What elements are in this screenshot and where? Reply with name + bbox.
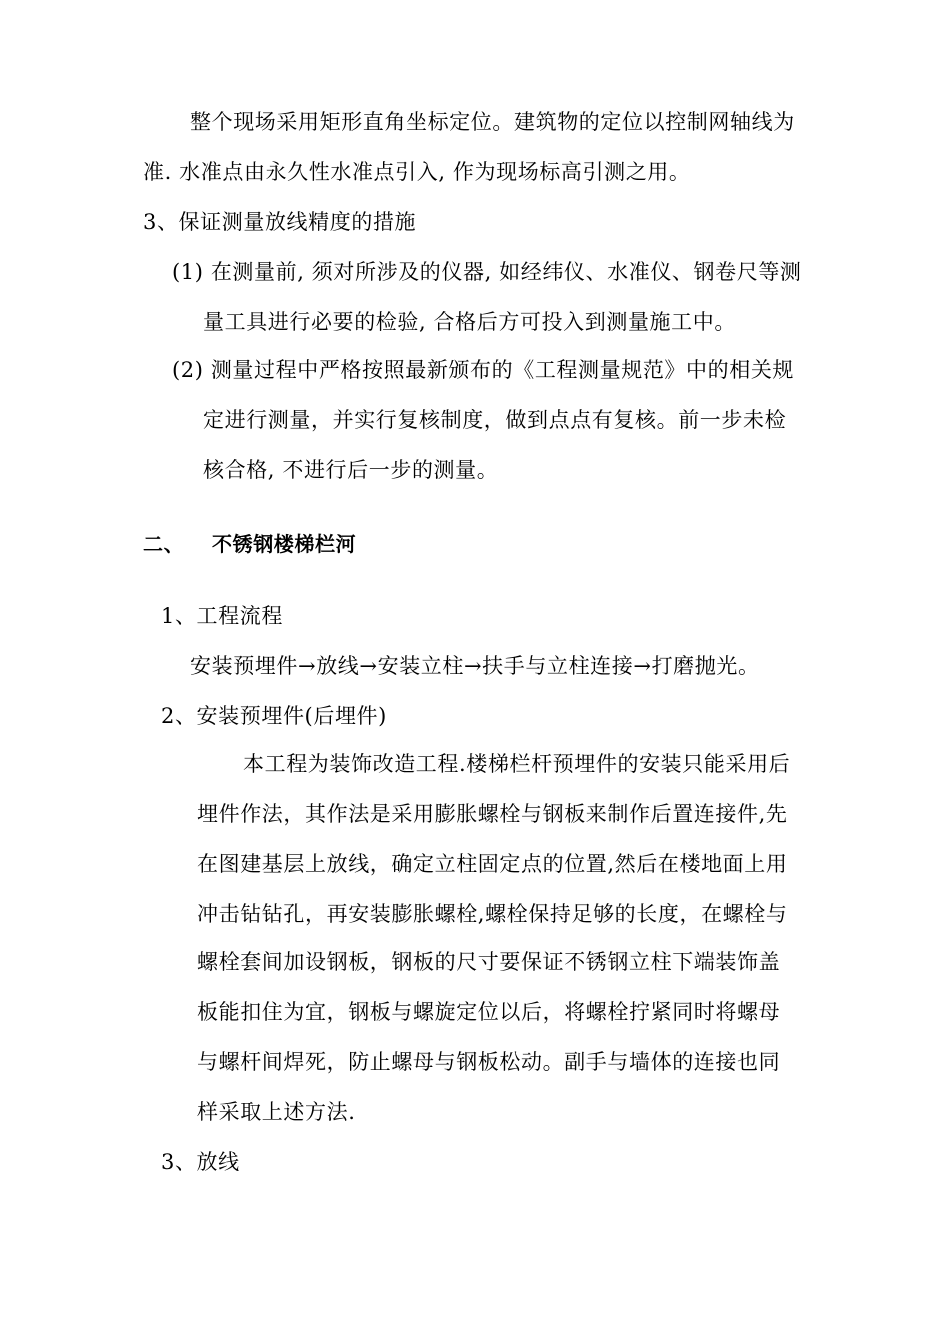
- paragraph-line: 整个现场采用矩形直角坐标定位。建筑物的定位以控制网轴线为: [190, 110, 795, 134]
- paragraph-line: 板能扣住为宜，钢板与螺旋定位以后，将螺栓拧紧同时将螺母: [197, 1000, 781, 1024]
- paragraph-line: (2) 测量过程中严格按照最新颁布的《工程测量规范》中的相关规: [172, 358, 795, 382]
- paragraph-line: 定进行测量，并实行复核制度，做到点点有复核。前一步未检: [203, 408, 787, 432]
- list-item-title: 2、安装预埋件(后埋件): [161, 704, 387, 728]
- paragraph-line: 安装预埋件→放线→安装立柱→扶手与立柱连接→打磨抛光。: [190, 654, 760, 678]
- paragraph-line: 本工程为装饰改造工程.楼梯栏杆预埋件的安装只能采用后: [243, 752, 791, 776]
- list-item-title: 3、放线: [161, 1150, 240, 1174]
- paragraph-line: 量工具进行必要的检验, 合格后方可投入到测量施工中。: [203, 310, 736, 334]
- paragraph-line: 埋件作法，其作法是采用膨胀螺栓与钢板来制作后置连接件,先: [197, 802, 788, 826]
- section-title: 不锈钢楼梯栏河: [212, 532, 357, 556]
- list-item-title: 3、保证测量放线精度的措施: [143, 210, 417, 234]
- list-item-title: 1、工程流程: [161, 604, 283, 628]
- paragraph-line: (1) 在测量前, 须对所涉及的仪器, 如经纬仪、水准仪、钢卷尺等测: [172, 260, 802, 284]
- paragraph-line: 核合格, 不进行后一步的测量。: [203, 458, 499, 482]
- section-number: 二、: [143, 532, 185, 556]
- paragraph-line: 与螺杆间焊死，防止螺母与钢板松动。副手与墙体的连接也同: [197, 1050, 781, 1074]
- paragraph-line: 螺栓套间加设钢板，钢板的尺寸要保证不锈钢立柱下端装饰盖: [197, 950, 781, 974]
- paragraph-line: 冲击钻钻孔，再安装膨胀螺栓,螺栓保持足够的长度，在螺栓与: [197, 902, 788, 926]
- paragraph-line: 在图建基层上放线，确定立柱固定点的位置,然后在楼地面上用: [197, 852, 788, 876]
- paragraph-line: 准. 水准点由永久性水准点引入, 作为现场标高引测之用。: [143, 160, 691, 184]
- paragraph-line: 样采取上述方法.: [197, 1100, 356, 1124]
